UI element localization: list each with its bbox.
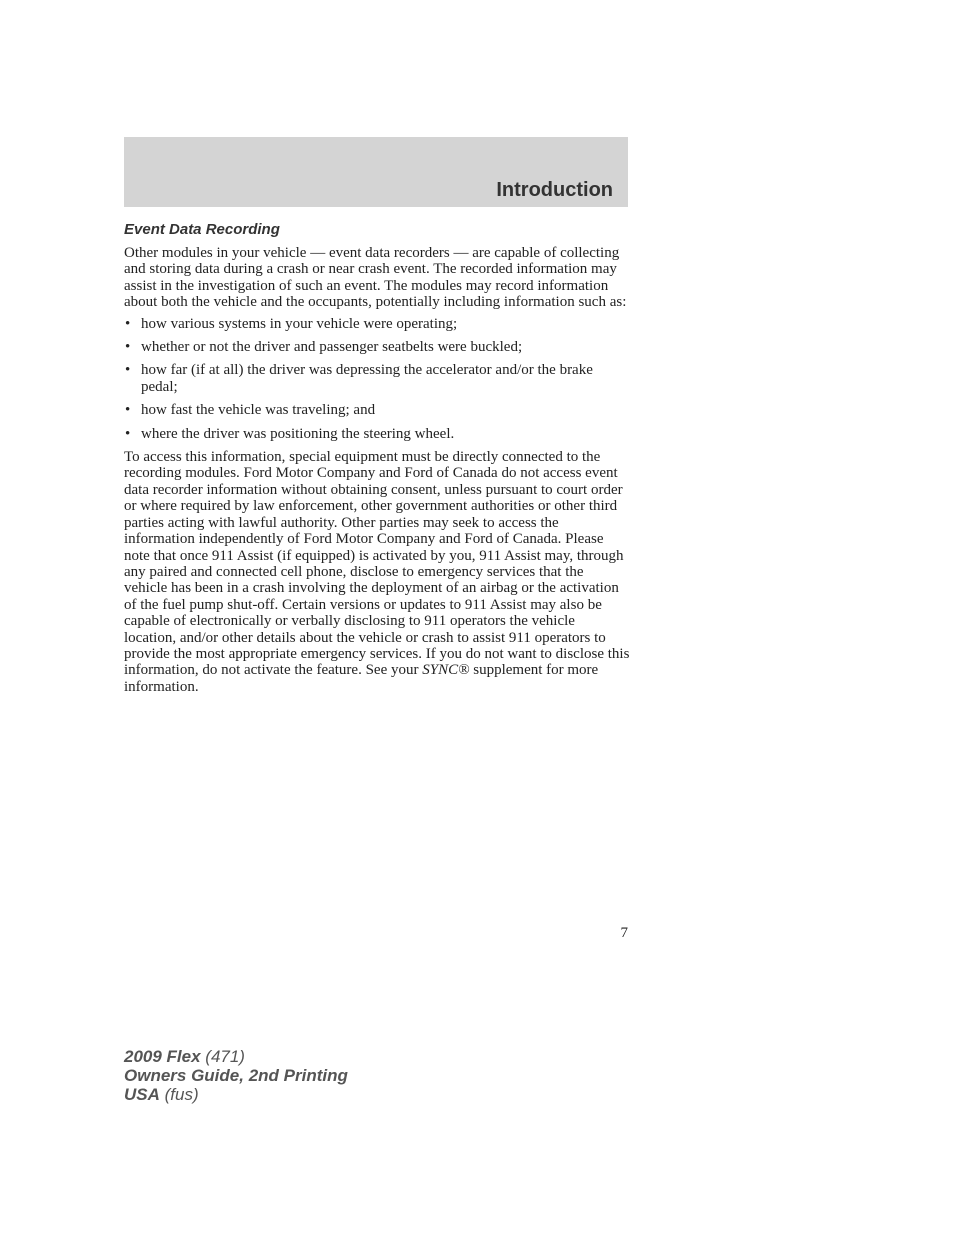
list-item-text: whether or not the driver and passenger seatbelts were buckled; <box>141 339 523 356</box>
list-item <box>124 402 630 418</box>
list-item <box>124 426 630 442</box>
footer-line-market <box>124 1085 348 1104</box>
bullet-list <box>124 316 630 442</box>
access-paragraph <box>124 449 630 695</box>
footer-market: USA <box>124 1085 160 1104</box>
bullet-icon: • <box>125 402 131 419</box>
list-item-text: how various systems in your vehicle were operating; <box>141 315 458 332</box>
footer-imprint <box>124 1047 348 1104</box>
list-item <box>124 362 630 395</box>
footer-line-edition <box>124 1066 348 1085</box>
intro-paragraph: Other modules in your vehicle — event data recorders — are capable of collecting and storing data during a crash or near crash event. The recorded information may assist in the investigation of such an event. The modules may record information about both the vehicle and the occupants, potentially including information such as: <box>124 245 627 311</box>
access-paragraph-text: To access this information, special equipment must be directly connected to the recording modules. Ford Motor Company and Ford of Canada do not access event data recorder information without obtaining consent, unless pursuant to court order or where required by law enforcement, other government authorities or other third parties acting with lawful authority. Other parties may seek to access the information independently of Ford Motor Company and Ford of Canada. Please note that once 911 Assist (if equipped) is activated by you, 911 Assist may, through any paired and connected cell phone, disclose to emergency services that the vehicle has been in a crash involving the deployment of an airbag or the activation of the fuel pump shut-off. Certain versions or updates to 911 Assist may also be capable of electronically or verbally disclosing to 911 operators the vehicle location, and/or other details about the vehicle or crash to assist 911 operators to provide the most appropriate emergency services. If you do not want to disclose this information, do not activate the feature. See your <box>124 449 630 679</box>
section-title: Introduction <box>496 179 613 201</box>
footer-line-model <box>124 1047 348 1066</box>
footer-market-code: (fus) <box>159 1085 199 1104</box>
list-item-text: how far (if at all) the driver was depressing the accelerator and/or the brake pedal; <box>141 362 593 395</box>
list-item <box>124 316 630 332</box>
access-paragraph-tail: supplement for more information. <box>124 662 599 695</box>
footer-model: 2009 Flex <box>124 1047 201 1066</box>
subheading: Event Data Recording <box>124 221 280 238</box>
list-item-text: where the driver was positioning the steering wheel. <box>141 425 455 442</box>
bullet-icon: • <box>125 362 131 379</box>
bullet-icon: • <box>125 425 131 442</box>
section-header-band <box>124 137 628 207</box>
footer-edition: Owners Guide, 2nd Printing <box>124 1066 348 1085</box>
list-item-text: how fast the vehicle was traveling; and <box>141 402 376 419</box>
bullet-icon: • <box>125 315 131 332</box>
footer-model-code: (471) <box>200 1047 245 1066</box>
main-content <box>124 220 630 695</box>
list-item <box>124 339 630 355</box>
sync-brand: SYNC® <box>422 662 470 679</box>
page-number: 7 <box>620 925 628 941</box>
bullet-icon: • <box>125 339 131 356</box>
